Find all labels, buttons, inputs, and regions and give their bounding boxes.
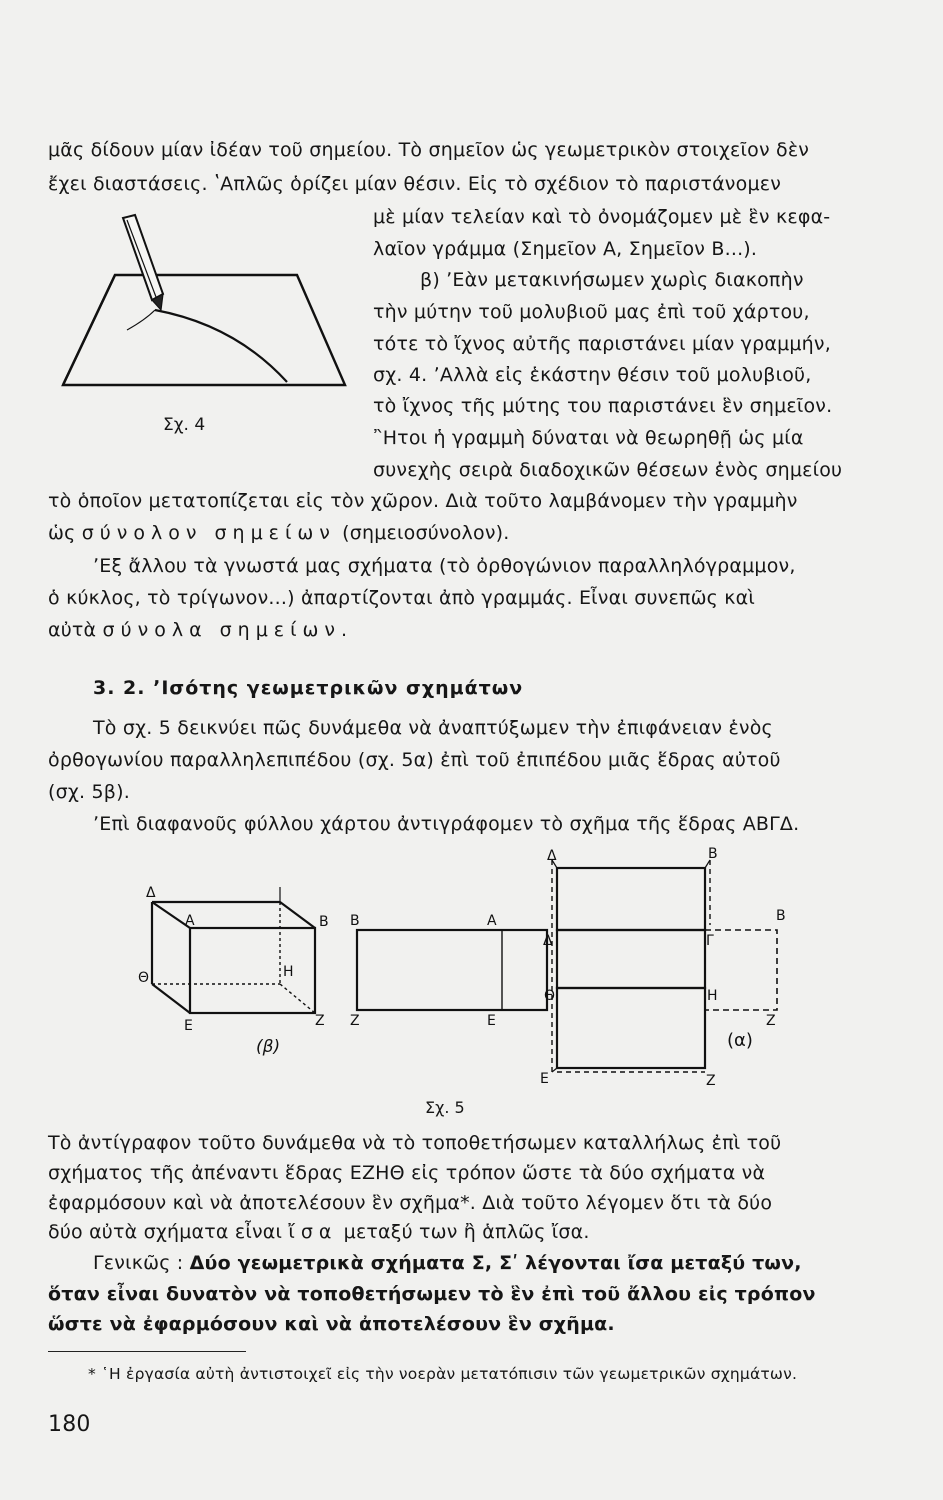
text-line: Τὸ ἀντίγραφον τοῦτο δυνάμεθα νὰ τὸ τοποθετήσωμεν καταλλήλως ἐπὶ τοῦ <box>48 1132 782 1154</box>
label-b3: Β <box>708 846 718 862</box>
label-g: Γ <box>706 933 714 949</box>
label-e3: Ε <box>540 1071 549 1087</box>
label-h: Η <box>283 964 294 980</box>
pencil-shadow <box>127 310 155 330</box>
footnote: * ῾Η ἐργασία αὐτὴ ἀντιστοιχεῖ εἰς τὴν νοερὰν μετατόπισιν τῶν γεωμετρικῶν σχημάτων. <box>88 1365 798 1383</box>
text-line: τότε τὸ ἴχνος αὐτῆς παριστάνει μίαν γραμμήν, <box>373 333 831 355</box>
label-e: Ε <box>184 1018 193 1034</box>
paper-plane <box>63 275 345 385</box>
figure-5-box-net <box>0 840 943 1100</box>
text-line: συνεχὴς σειρὰ διαδοχικῶν θέσεων ἑνὸς σημείου <box>373 459 843 481</box>
text-line: τὸ ὁποῖον μετατοπίζεται εἰς τὸν χῶρον. Διὰ τοῦτο λαμβάνομεν τὴν γραμμὴν <box>48 490 798 512</box>
label-b4: Β <box>776 908 786 924</box>
text-line: ʼΕξ ἄλλου τὰ γνωστά μας σχήματα (τὸ ὀρθογώνιον παραλληλόγραμμον, <box>93 555 796 577</box>
label-z2: Ζ <box>350 1013 360 1029</box>
label-d4: Δ <box>543 933 553 949</box>
label-th3: Θ <box>544 988 556 1004</box>
text-line <box>48 618 353 642</box>
definition-line <box>93 1251 802 1275</box>
label-z3: Ζ <box>766 1013 776 1029</box>
definition-line: ὅταν εἶναι δυνατὸν νὰ τοποθετήσωμεν τὸ ἓν ἐπὶ τοῦ ἄλλου εἰς τρόπον <box>48 1283 816 1305</box>
text-line: ἔχει διαστάσεις. ʽΑπλῶς ὁρίζει μίαν θέσιν. Εἰς τὸ σχέδιον τὸ παριστάνομεν <box>48 173 782 195</box>
section-heading: 3. 2. ʼΙσότης γεωμετρικῶν σχημάτων <box>93 677 524 699</box>
box-drawing <box>152 887 315 1013</box>
figure-4-caption: Σχ. 4 <box>163 415 206 435</box>
footnote-rule <box>48 1351 246 1352</box>
label-a: Α <box>185 913 195 929</box>
page-number: 180 <box>48 1412 91 1437</box>
label-b: Β <box>319 914 329 930</box>
text-line: (σχ. 5β). <box>48 781 130 803</box>
text-span: αὐτὰ <box>48 619 97 641</box>
text-line: σχ. 4. ʼΑλλὰ εἰς ἑκάστην θέσιν τοῦ μολυβιοῦ, <box>373 364 812 386</box>
definition-text: Δύο γεωμετρικὰ σχήματα Σ, Σʹ λέγονται ἴσα μεταξύ των, <box>189 1252 802 1274</box>
label-alpha: (α) <box>727 1030 753 1051</box>
label-z: Ζ <box>315 1013 325 1029</box>
label-b2: Β <box>350 913 360 929</box>
label-a2: Α <box>487 913 497 929</box>
text-line: ὁ κύκλος, τὸ τρίγωνον...) ἀπαρτίζονται ἀπὸ γραμμάς. Εἶναι συνεπῶς καὶ <box>48 587 756 609</box>
text-line: σχήματος τῆς ἀπέναντι ἕδρας ΕΖΗΘ εἰς τρόπον ὥστε τὰ δύο σχήματα νὰ <box>48 1162 766 1184</box>
label-h3: Η <box>707 988 718 1004</box>
text-line: Τὸ σχ. 5 δεικνύει πῶς δυνάμεθα νὰ ἀναπτύξωμεν τὴν ἐπιφάνειαν ἑνὸς <box>93 717 773 739</box>
text-line: ῍Ητοι ἡ γραμμὴ δύναται νὰ θεωρηθῇ ὡς μία <box>373 427 804 449</box>
text-line: β) ʼΕὰν μετακινήσωμεν χωρὶς διακοπὴν <box>420 269 804 291</box>
text-line: τὸ ἴχνος τῆς μύτης του παριστάνει ἓν σημεῖον. <box>373 395 833 417</box>
text-line: ʼΕπὶ διαφανοῦς φύλλου χάρτου ἀντιγράφομεν τὸ σχῆμα τῆς ἕδρας ΑΒΓΔ. <box>93 813 800 835</box>
text-span: ὡς <box>48 522 76 544</box>
figure-5-caption: Σχ. 5 <box>425 1098 465 1117</box>
definition-line: ὥστε νὰ ἐφαρμόσουν καὶ νὰ ἀποτελέσουν ἓν σχῆμα. <box>48 1313 615 1335</box>
spaced-term: σύνολον σημείων <box>81 522 336 544</box>
text-span: (σημειοσύνολον). <box>342 522 510 544</box>
label-beta: (β) <box>256 1037 281 1057</box>
label-d3: Δ <box>547 848 557 864</box>
pencil-icon <box>123 215 163 310</box>
label-e2: Ε <box>487 1013 496 1029</box>
spaced-term: σύνολα σημείων. <box>102 619 354 641</box>
text-line <box>48 1220 590 1244</box>
figure-4-pencil-drawing <box>55 210 355 405</box>
label-z4: Ζ <box>706 1073 716 1089</box>
text-line: ὀρθογωνίου παραλληλεπιπέδου (σχ. 5α) ἐπὶ τοῦ ἐπιπέδου μιᾶς ἕδρας αὐτοῦ <box>48 749 781 771</box>
label-th: Θ <box>138 970 150 986</box>
definition-lead: Γενικῶς : <box>93 1252 184 1274</box>
text-line <box>48 521 510 545</box>
face-rectangle <box>357 930 547 1010</box>
label-d: Δ <box>146 885 156 901</box>
text-line: μὲ μίαν τελείαν καὶ τὸ ὀνομάζομεν μὲ ἓν κεφα- <box>373 206 831 228</box>
text-line: τὴν μύτην τοῦ μολυβιοῦ μας ἐπὶ τοῦ χάρτου, <box>373 301 810 323</box>
text-line: μᾶς δίδουν μίαν ἰδέαν τοῦ σημείου. Τὸ σημεῖον ὡς γεωμετρικὸν στοιχεῖον δὲν <box>48 139 810 161</box>
text-line: ἐφαρμόσουν καὶ νὰ ἀποτελέσουν ἓν σχῆμα*. Διὰ τοῦτο λέγομεν ὅτι τὰ δύο <box>48 1192 773 1214</box>
text-line: λαῖον γράμμα (Σημεῖον Α, Σημεῖον Β...). <box>373 238 758 260</box>
paper-edge <box>63 275 115 385</box>
text-span: μεταξύ των ἢ ἁπλῶς ἴσα. <box>343 1221 590 1243</box>
drawn-curve <box>155 310 287 382</box>
spaced-term: ἴσα <box>288 1221 338 1243</box>
text-span: δύο αὐτὰ σχήματα εἶναι <box>48 1221 283 1243</box>
